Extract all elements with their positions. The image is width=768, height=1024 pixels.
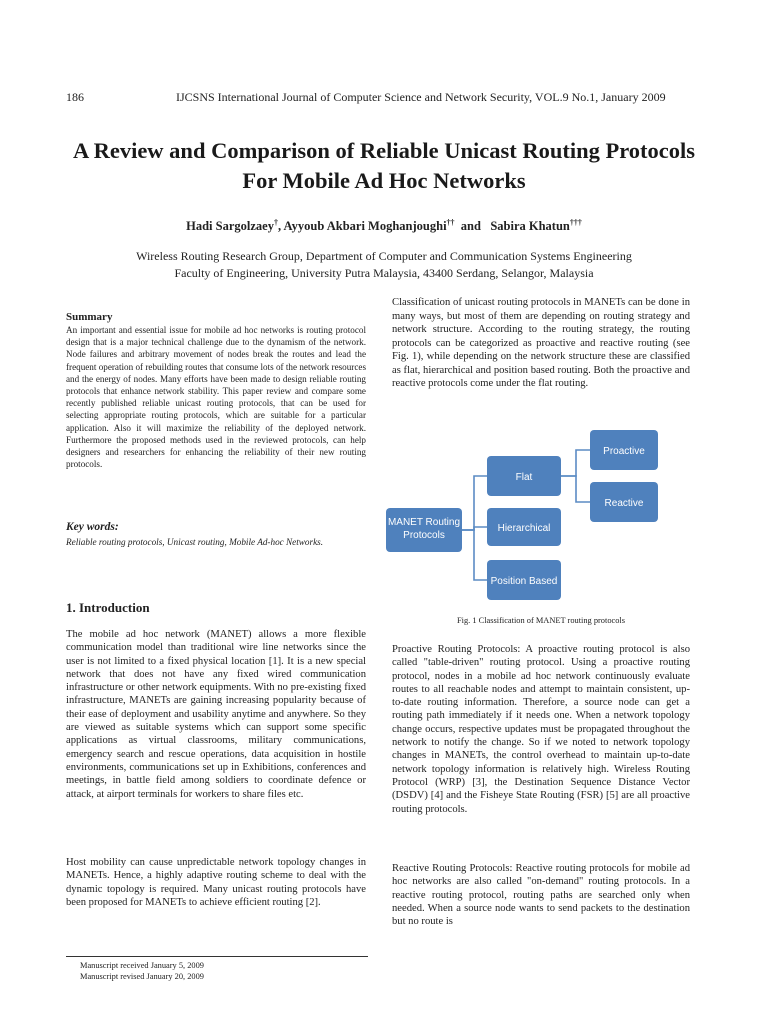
paper-title [40,136,728,196]
footnote-received: Manuscript received January 5, 2009 [80,961,204,970]
summary-heading: Summary [66,311,113,323]
intro-paragraph-1: The mobile ad hoc network (MANET) allows a more flexible communication model than traditional wire line networks since the user is not limited to a fixed physical location [1]. It is a new special network that does not have any fixed wired communication infrastructure or other network equipments. With no pre-existing fixed infrastructure, MANETs are gaining increasing popularity because of their ease of deployment and usability anytime and anywhere. So they are viewed as suitable systems which can support some specific applications as virtual classrooms, military communications, emergency search and rescue operations, data acquisition in hostile environments, communications set up in Exhibitions, conferences and meetings, in battle field among soldiers to coordinate defence or attack, at airport terminals for workers to share files etc. [66,629,366,800]
node-hierarchical [487,508,561,546]
reactive-paragraph: Reactive Routing Protocols: Reactive routing protocols for mobile ad hoc networks are also called "on-demand" routing protocols. In a reactive routing protocol, routing paths are searched only when needed. When a source node wants to send packets to the destination but no route is [392,863,690,928]
author-mark: ††† [569,218,582,227]
author-name: Ayyoub Akbari Moghanjoughi [283,219,447,234]
node-label-position-based: Position Based [490,576,558,587]
node-reactive [590,482,658,522]
affiliation-line-1: Wireless Routing Research Group, Department of Computer and Communication Systems Engineering [136,249,632,264]
running-header [66,90,688,106]
proactive-paragraph: Proactive Routing Protocols: A proactive routing protocol is also called "table-driven" routing protocol. Using a proactive routing protocol, nodes in a mobile ad hoc network continuously evaluate routes to all reachable nodes and attempt to maintain consistent, up-to-date routing information. Therefore, a source node can get a routing path immediately if it needs one. When a network topology change occurs, respective updates must be propagated throughout the network to notify the change. So if we noted to network topology changes in MANETs, the control overhead to maintain up-to-date network topology information is relatively high. Wireless Routing Protocol (WRP) [3], the Destination Sequence Distance Vector (DSDV) [4] and the Fisheye State Routing (FSR) [5] are all proactive routing protocols. [392,644,690,815]
keywords-heading: Key words: [66,521,119,533]
keywords-text: Reliable routing protocols, Unicast routing, Mobile Ad-hoc Networks. [66,537,324,547]
footnote-divider [66,956,368,957]
node-label-reactive: Reactive [604,498,644,509]
author-separator: , [277,219,284,234]
node-label-root-line1: MANET Routing [387,517,461,528]
connector-root-flat [462,476,487,530]
node-root [386,508,462,552]
figure-caption: Fig. 1 Classification of MANET routing protocols [456,616,626,625]
author-mark: †† [446,218,455,227]
node-flat [487,456,561,496]
author-list [40,218,728,234]
node-label-root-line2: Protocols [403,530,445,541]
node-proactive [590,430,658,470]
footnote-revised: Manuscript revised January 20, 2009 [80,972,204,981]
journal-name: IJCSNS International Journal of Computer Science and Network Security, VOL.9 No.1, January 2009 [176,90,666,104]
author-name: Hadi Sargolzaey [186,219,274,234]
connector-root-position-based [462,530,487,580]
author-name: Sabira Khatun [490,219,570,234]
page-number: 186 [66,90,84,104]
title-line-2: For Mobile Ad Hoc Networks [242,168,526,193]
title-block [40,136,728,282]
intro-paragraph-2: Host mobility can cause unpredictable network topology changes in MANETs. Hence, a highly adaptive routing scheme to deal with the dynamic topology is required. Many unicast routing protocols have been proposed for MANETs to achieve efficient routing [2]. [66,857,366,908]
section-heading-introduction: 1. Introduction [66,600,150,615]
title-line-1: A Review and Comparison of Reliable Unicast Routing Protocols [72,138,696,163]
author-separator: and [454,219,488,234]
affiliation-line-2: Faculty of Engineering, University Putra Malaysia, 43400 Serdang, Selangor, Malaysia [174,266,594,281]
figure-1-diagram [386,424,690,606]
node-label-proactive: Proactive [603,446,645,457]
footnotes [80,960,204,982]
classification-paragraph: Classification of unicast routing protocols in MANETs can be done in many ways, but most of them are depending on routing strategy and network structure. According to the routing strategy, the routing protocols can be categorized as proactive and reactive routing (see Fig. 1), while depending on the network structure these are classified as flat, hierarchical and position based routing. Both the proactive and reactive protocols come under the flat routing. [392,297,690,389]
connector-flat-reactive [561,476,590,502]
node-label-hierarchical: Hierarchical [497,523,551,534]
summary-text: An important and essential issue for mobile ad hoc networks is routing protocol design that is a major technical challenge due to the dynamism of the network. Node failures and arbitrary movement of nodes break the routes and lead the frequent operation of rebuilding routes that consume lots of the network resources and the energy of nodes. Many efforts have been made to design reliable routing protocols that enhance network stability. This paper review and compare some recently published reliable unicast routing protocols, that can be used for selecting appropriate routing protocols, which are suitable for a particular application. Also it will maximize the reliability of the deployed network. Furthermore the proposed methods used in the reviewed protocols, can help designers and researchers for enhancing the reliability of their new routing protocols. [66,325,366,470]
node-label-flat: Flat [515,472,533,483]
node-position-based [487,560,561,600]
author-mark: † [273,218,278,227]
routing-classification-diagram [386,424,690,606]
connector-flat-proactive [561,450,590,476]
affiliation [40,248,728,282]
